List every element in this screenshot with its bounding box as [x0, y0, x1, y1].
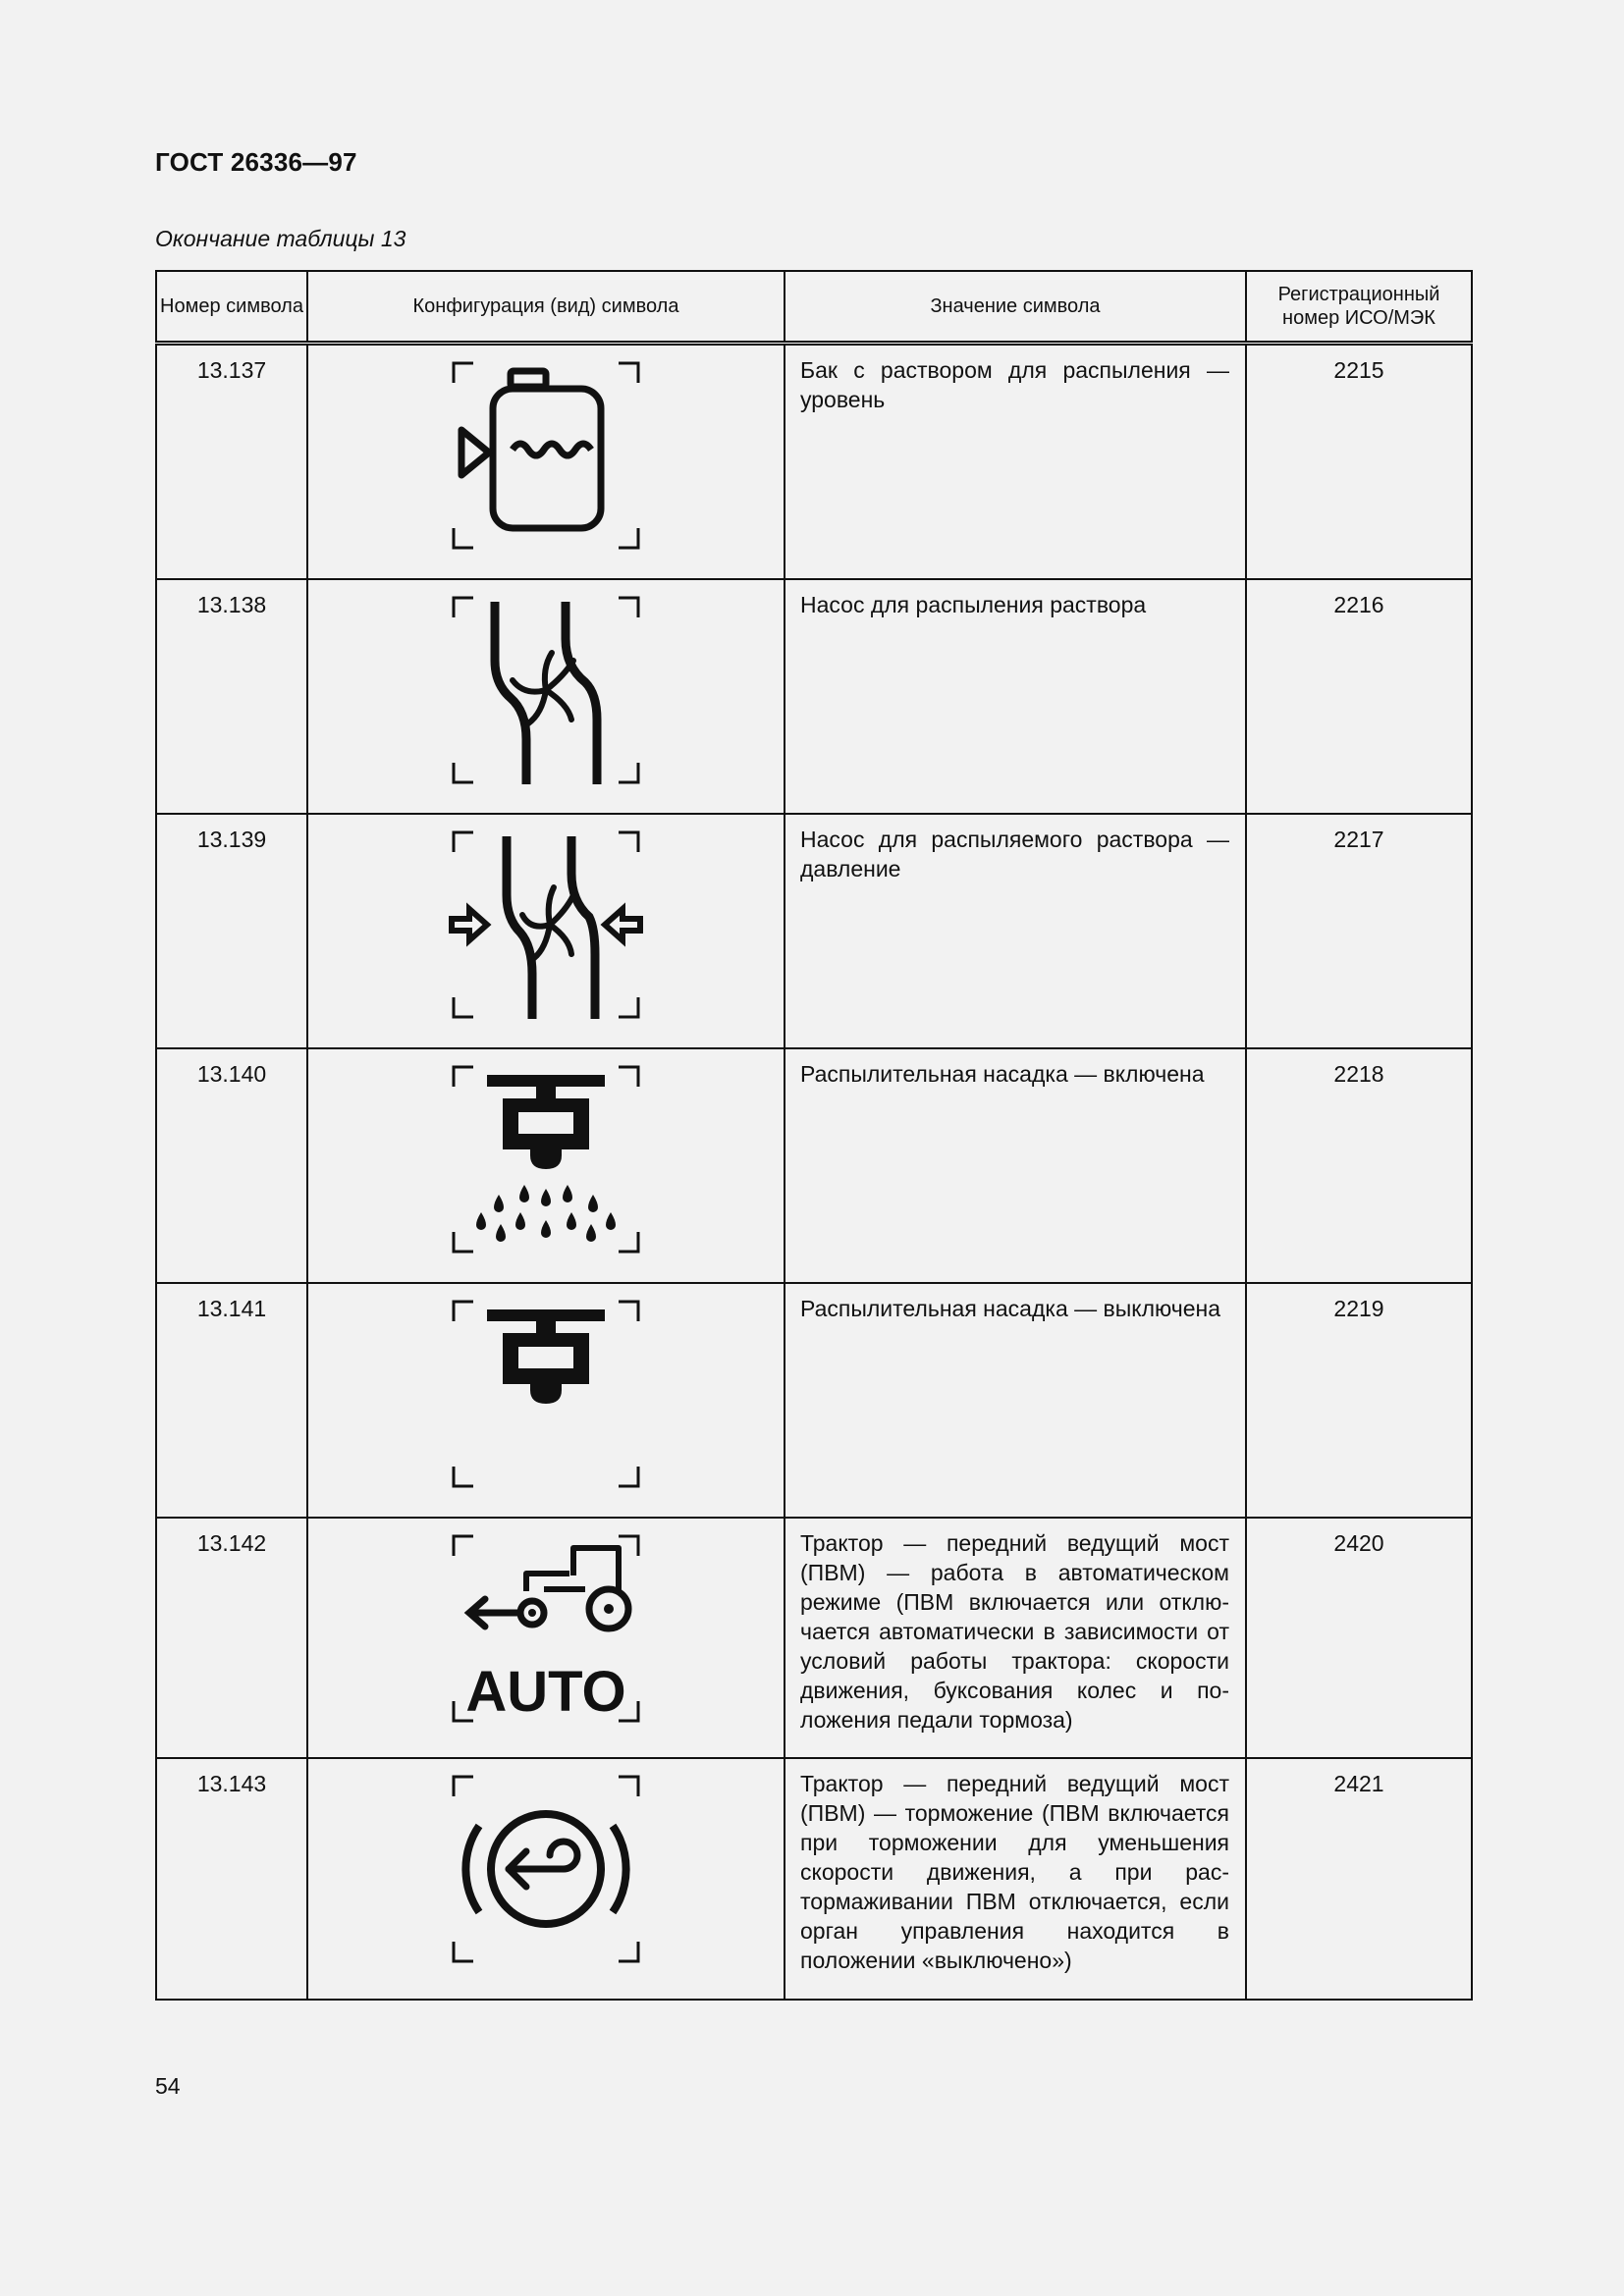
symbol-cell — [307, 814, 785, 1048]
registration-number: 2219 — [1246, 1283, 1472, 1518]
spray-pump-pressure-icon — [448, 827, 644, 1023]
document-header: ГОСТ 26336—97 — [155, 147, 357, 177]
symbol-cell — [307, 1758, 785, 2000]
registration-number: 2215 — [1246, 344, 1472, 580]
symbol-cell — [307, 1283, 785, 1518]
symbol-meaning: Насос для распыляемого раствора — давление — [785, 814, 1246, 1048]
column-header-configuration: Конфигурация (вид) символа — [307, 271, 785, 344]
column-header-meaning: Значение символа — [785, 271, 1246, 344]
table-row — [156, 344, 1472, 580]
symbol-cell — [307, 1518, 785, 1758]
symbol-number: 13.137 — [156, 344, 307, 580]
spray-pump-icon — [448, 592, 644, 788]
registration-number: 2420 — [1246, 1518, 1472, 1758]
auto-icon-text: AUTO — [465, 1660, 626, 1724]
table-caption: Окончание таблицы 13 — [155, 226, 406, 251]
tractor-front-axle-auto-icon — [448, 1530, 644, 1727]
registration-number: 2218 — [1246, 1048, 1472, 1283]
table-row — [156, 1758, 1472, 2000]
registration-number: 2217 — [1246, 814, 1472, 1048]
spray-nozzle-off-icon — [448, 1296, 644, 1492]
registration-number: 2216 — [1246, 579, 1472, 814]
table-row — [156, 814, 1472, 1048]
symbol-number: 13.139 — [156, 814, 307, 1048]
symbol-number: 13.142 — [156, 1518, 307, 1758]
symbol-meaning: Распылительная насадка — включена — [785, 1048, 1246, 1283]
table-header-row — [156, 271, 1472, 344]
symbol-number: 13.138 — [156, 579, 307, 814]
symbol-meaning: Трактор — передний ведущий мост (ПВМ) — работа в автоматическом режиме (ПВМ включается или отключается автоматически в зависимости от условий работы трактора: скорости движения, буксования колес и положения педали тормоза) — [785, 1518, 1246, 1758]
table-row — [156, 579, 1472, 814]
symbol-number: 13.143 — [156, 1758, 307, 2000]
table-row — [156, 1283, 1472, 1518]
spray-nozzle-on-icon — [448, 1061, 644, 1257]
symbol-meaning: Трактор — передний ведущий мост (ПВМ) — торможение (ПВМ включается при торможении для уменьшения скорости движения, а при растормаживании ПВМ отключается, если орган управления находится в положении «выключено») — [785, 1758, 1246, 2000]
registration-number: 2421 — [1246, 1758, 1472, 2000]
symbol-number: 13.141 — [156, 1283, 307, 1518]
symbol-meaning: Бак с раствором для распыления — уровень — [785, 344, 1246, 580]
front-axle-braking-icon — [448, 1771, 644, 1967]
page-number: 54 — [155, 2073, 181, 2099]
symbol-meaning: Распылительная насадка — выключена — [785, 1283, 1246, 1518]
symbol-cell — [307, 344, 785, 580]
symbols-table — [155, 270, 1473, 2001]
symbol-cell — [307, 579, 785, 814]
spray-tank-level-icon — [448, 357, 644, 554]
column-header-registration: Регистрационный номер ИСО/МЭК — [1246, 271, 1472, 344]
symbol-meaning: Насос для распыления раствора — [785, 579, 1246, 814]
symbol-number: 13.140 — [156, 1048, 307, 1283]
table-row — [156, 1048, 1472, 1283]
table-row — [156, 1518, 1472, 1758]
column-header-number: Номер символа — [156, 271, 307, 344]
symbol-cell — [307, 1048, 785, 1283]
